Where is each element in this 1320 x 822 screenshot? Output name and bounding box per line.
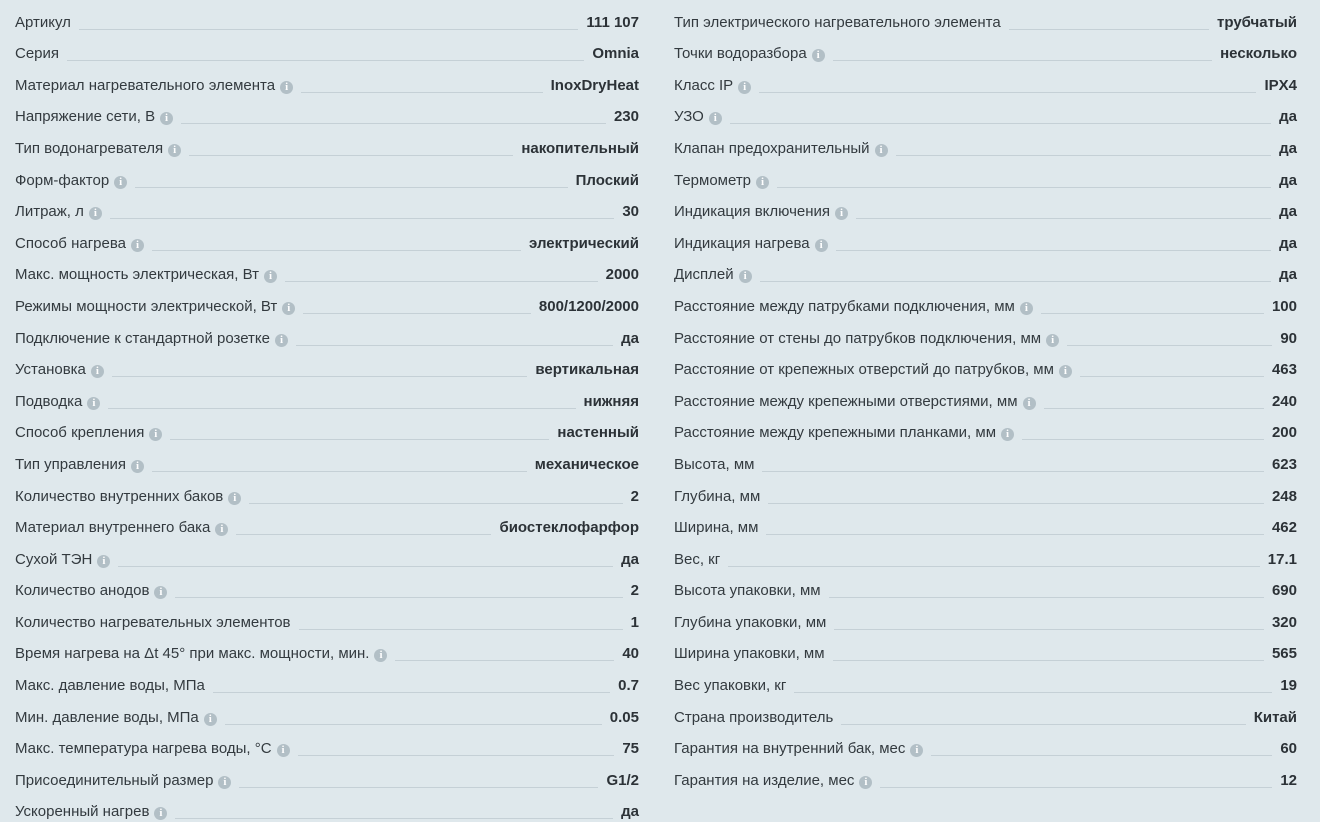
spec-label [674, 676, 790, 696]
spec-label [15, 202, 106, 222]
info-icon[interactable]: i [1023, 397, 1036, 410]
spec-label-text: Вес упаковки, кг [674, 677, 787, 695]
spec-row [674, 412, 1297, 444]
dotted-leader [762, 471, 1263, 472]
info-icon[interactable]: i [812, 49, 825, 62]
info-icon[interactable]: i [910, 744, 923, 757]
spec-row [674, 191, 1297, 223]
spec-row [674, 696, 1297, 728]
spec-row [15, 728, 639, 760]
spec-row [15, 601, 639, 633]
spec-value: 2 [630, 582, 639, 600]
spec-label-text: Подключение к стандартной розетке [15, 329, 270, 347]
spec-label-text: Мин. давление воды, МПа [15, 708, 199, 726]
info-icon[interactable]: i [154, 586, 167, 599]
spec-label-text: Установка [15, 361, 86, 379]
dotted-leader [118, 566, 613, 567]
spec-label-text: Гарантия на внутренний бак, мес [674, 740, 906, 758]
spec-row [674, 254, 1297, 286]
info-icon[interactable]: i [131, 460, 144, 473]
spec-value: да [1279, 203, 1297, 221]
spec-value: 463 [1271, 361, 1297, 379]
dotted-leader [777, 187, 1271, 188]
spec-value: Китай [1253, 708, 1297, 726]
spec-label-text: Подводка [15, 392, 83, 410]
spec-row [15, 570, 639, 602]
dotted-leader [794, 692, 1272, 693]
spec-row [674, 127, 1297, 159]
spec-row [674, 33, 1297, 65]
spec-row [674, 570, 1297, 602]
spec-label [15, 329, 292, 349]
spec-value: 462 [1271, 519, 1297, 537]
dotted-leader [213, 692, 610, 693]
spec-label [15, 76, 297, 96]
spec-value: 0.05 [609, 708, 639, 726]
spec-row [15, 633, 639, 665]
info-icon[interactable]: i [87, 397, 100, 410]
specs-column-left [15, 1, 639, 822]
dotted-leader [67, 60, 584, 61]
spec-label-text: Материал нагревательного элемента [15, 76, 276, 94]
dotted-leader [239, 787, 598, 788]
dotted-leader [170, 439, 549, 440]
dotted-leader [296, 345, 613, 346]
spec-value: 230 [613, 108, 639, 126]
spec-row [674, 285, 1297, 317]
info-icon[interactable]: i [89, 207, 102, 220]
dotted-leader [856, 218, 1271, 219]
dotted-leader [833, 660, 1264, 661]
spec-row [15, 538, 639, 570]
dotted-leader [249, 503, 622, 504]
dotted-leader [1009, 29, 1209, 30]
spec-value: да [1279, 171, 1297, 189]
info-icon[interactable]: i [280, 81, 293, 94]
dotted-leader [730, 123, 1271, 124]
spec-label-text: Класс IP [674, 76, 734, 94]
spec-value: накопительный [521, 139, 639, 157]
spec-label-text: Расстояние от крепежных отверстий до патрубков, мм [674, 361, 1054, 379]
spec-label [15, 265, 281, 285]
info-icon[interactable]: i [282, 302, 295, 315]
spec-label [15, 613, 295, 633]
spec-value: электрический [529, 234, 639, 252]
spec-label-text: Количество нагревательных элементов [15, 613, 291, 631]
spec-row [674, 317, 1297, 349]
spec-label-text: Дисплей [674, 266, 734, 284]
spec-value: 40 [622, 645, 639, 663]
spec-label [15, 581, 171, 601]
spec-row [15, 1, 639, 33]
spec-row [15, 349, 639, 381]
spec-value: 75 [622, 740, 639, 758]
spec-label-text: Высота упаковки, мм [674, 582, 821, 600]
spec-value: да [621, 550, 639, 568]
dotted-leader [834, 629, 1264, 630]
spec-row [674, 507, 1297, 539]
info-icon[interactable]: i [97, 555, 110, 568]
info-icon[interactable]: i [1059, 365, 1072, 378]
spec-row [674, 96, 1297, 128]
spec-row [674, 728, 1297, 760]
dotted-leader [836, 250, 1272, 251]
spec-value: да [1279, 108, 1297, 126]
spec-row [674, 475, 1297, 507]
spec-label-text: Количество анодов [15, 582, 150, 600]
spec-label-text: Гарантия на изделие, мес [674, 771, 855, 789]
dotted-leader [108, 408, 575, 409]
spec-row [15, 664, 639, 696]
spec-label [15, 392, 104, 412]
spec-row [15, 33, 639, 65]
spec-label [674, 708, 837, 728]
spec-row [674, 380, 1297, 412]
dotted-leader [110, 218, 614, 219]
spec-label [15, 107, 177, 127]
spec-label [674, 392, 1040, 412]
spec-label-text: Расстояние между крепежными отверстиями, мм [674, 392, 1018, 410]
info-icon[interactable]: i [264, 270, 277, 283]
spec-row [15, 791, 639, 822]
dotted-leader [299, 629, 623, 630]
spec-value: да [1279, 139, 1297, 157]
spec-label-text: Макс. мощность электрическая, Вт [15, 266, 260, 284]
dotted-leader [236, 534, 491, 535]
spec-row [674, 759, 1297, 791]
info-icon[interactable]: i [228, 492, 241, 505]
spec-value: несколько [1220, 45, 1297, 63]
dotted-leader [759, 92, 1256, 93]
info-icon[interactable]: i [815, 239, 828, 252]
spec-label-text: Точки водоразбора [674, 45, 807, 63]
spec-label [15, 644, 391, 664]
spec-value: 111 107 [586, 13, 639, 31]
spec-label [15, 455, 148, 475]
dotted-leader [829, 597, 1264, 598]
spec-label-text: Термометр [674, 171, 752, 189]
spec-value: 30 [622, 203, 639, 221]
spec-label [674, 202, 852, 222]
spec-label-text: Макс. температура нагрева воды, °С [15, 740, 272, 758]
spec-label [15, 739, 294, 759]
spec-value: 90 [1280, 329, 1297, 347]
spec-value: 200 [1271, 424, 1297, 442]
dotted-leader [768, 503, 1264, 504]
dotted-leader [1041, 313, 1264, 314]
spec-label [674, 739, 927, 759]
info-icon[interactable]: i [756, 176, 769, 189]
dotted-leader [766, 534, 1264, 535]
spec-label [15, 518, 232, 538]
info-icon[interactable]: i [218, 776, 231, 789]
dotted-leader [395, 660, 614, 661]
dotted-leader [303, 313, 531, 314]
spec-label [674, 771, 876, 791]
spec-value: 19 [1280, 677, 1297, 695]
spec-label [674, 550, 724, 570]
spec-value: нижняя [583, 392, 639, 410]
spec-value: Omnia [592, 45, 639, 63]
spec-label [15, 13, 75, 33]
spec-label-text: Ширина, мм [674, 519, 759, 537]
spec-row [674, 222, 1297, 254]
specs-column-right [674, 1, 1297, 791]
spec-label [674, 171, 773, 191]
spec-label-text: Тип электрического нагревательного элемента [674, 13, 1001, 31]
spec-row [15, 412, 639, 444]
dotted-leader [79, 29, 579, 30]
spec-label-text: Клапан предохранительный [674, 139, 870, 157]
dotted-leader [880, 787, 1272, 788]
info-icon[interactable]: i [374, 649, 387, 662]
spec-label [674, 613, 830, 633]
spec-label-text: Глубина упаковки, мм [674, 613, 827, 631]
spec-row [15, 254, 639, 286]
spec-value: вертикальная [535, 361, 639, 379]
dotted-leader [931, 755, 1272, 756]
spec-value: IPX4 [1264, 76, 1297, 94]
spec-label [15, 676, 209, 696]
spec-label-text: Напряжение сети, В [15, 108, 156, 126]
spec-value: 0.7 [618, 677, 639, 695]
spec-value: да [621, 803, 639, 821]
info-icon[interactable]: i [168, 144, 181, 157]
spec-label-text: Количество внутренних баков [15, 487, 224, 505]
spec-label-text: Высота, мм [674, 455, 755, 473]
spec-row [674, 64, 1297, 96]
spec-label [674, 13, 1005, 33]
spec-label-text: Страна производитель [674, 708, 834, 726]
spec-value: да [621, 329, 639, 347]
spec-row [674, 349, 1297, 381]
spec-value: G1/2 [606, 771, 639, 789]
spec-label [674, 139, 892, 159]
spec-label [674, 265, 756, 285]
spec-row [15, 475, 639, 507]
spec-value: настенный [557, 424, 639, 442]
spec-value: да [1279, 234, 1297, 252]
spec-label-text: УЗО [674, 108, 704, 126]
info-icon[interactable]: i [215, 523, 228, 536]
spec-label [674, 455, 758, 475]
spec-row [674, 443, 1297, 475]
info-icon[interactable]: i [739, 270, 752, 283]
info-icon[interactable]: i [204, 713, 217, 726]
spec-label [15, 771, 235, 791]
spec-row [674, 633, 1297, 665]
dotted-leader [728, 566, 1260, 567]
info-icon[interactable]: i [160, 112, 173, 125]
spec-row [15, 317, 639, 349]
spec-label-text: Сухой ТЭН [15, 550, 93, 568]
spec-label-text: Макс. давление воды, МПа [15, 677, 205, 695]
dotted-leader [112, 376, 527, 377]
spec-label [674, 644, 829, 664]
spec-value: механическое [534, 455, 639, 473]
spec-row [15, 96, 639, 128]
spec-label-text: Способ крепления [15, 424, 145, 442]
spec-label [15, 234, 148, 254]
info-icon[interactable]: i [154, 807, 167, 820]
dotted-leader [760, 281, 1271, 282]
spec-label-text: Режимы мощности электрической, Вт [15, 297, 278, 315]
spec-row [15, 443, 639, 475]
spec-value: да [1279, 266, 1297, 284]
info-icon[interactable]: i [1046, 334, 1059, 347]
dotted-leader [1067, 345, 1272, 346]
spec-value: 17.1 [1267, 550, 1297, 568]
spec-label-text: Вес, кг [674, 550, 721, 568]
spec-label [674, 76, 755, 96]
spec-label [674, 107, 726, 127]
spec-row [15, 759, 639, 791]
spec-row [15, 285, 639, 317]
spec-value: трубчатый [1217, 13, 1297, 31]
spec-value: 2000 [605, 266, 639, 284]
dotted-leader [833, 60, 1212, 61]
dotted-leader [285, 281, 598, 282]
spec-label [15, 423, 166, 443]
dotted-leader [1044, 408, 1264, 409]
spec-value: биостеклофарфор [499, 519, 639, 537]
info-icon[interactable]: i [835, 207, 848, 220]
spec-value: 100 [1271, 297, 1297, 315]
spec-row [15, 191, 639, 223]
spec-label [15, 487, 245, 507]
spec-row [15, 127, 639, 159]
spec-value: 690 [1271, 582, 1297, 600]
spec-label-text: Тип водонагревателя [15, 139, 164, 157]
spec-value: 800/1200/2000 [538, 297, 639, 315]
spec-row [15, 380, 639, 412]
spec-label-text: Литраж, л [15, 203, 84, 221]
dotted-leader [1022, 439, 1264, 440]
spec-label [674, 297, 1037, 317]
spec-label-text: Материал внутреннего бака [15, 519, 211, 537]
spec-row [674, 664, 1297, 696]
spec-label [674, 329, 1063, 349]
info-icon[interactable]: i [114, 176, 127, 189]
spec-row [674, 538, 1297, 570]
spec-label [674, 487, 764, 507]
spec-label-text: Способ нагрева [15, 234, 126, 252]
spec-label-text: Тип управления [15, 455, 126, 473]
spec-label [15, 44, 63, 64]
info-icon[interactable]: i [875, 144, 888, 157]
spec-value: 2 [630, 487, 639, 505]
info-icon[interactable]: i [275, 334, 288, 347]
dotted-leader [181, 123, 606, 124]
spec-value: Плоский [575, 171, 639, 189]
spec-label-text: Индикация включения [674, 203, 831, 221]
spec-label-text: Расстояние между крепежными планками, мм [674, 424, 997, 442]
spec-label-text: Время нагрева на Δt 45° при макс. мощности, мин. [15, 645, 370, 663]
spec-label-text: Артикул [15, 13, 71, 31]
spec-label-text: Индикация нагрева [674, 234, 810, 252]
spec-label [15, 139, 185, 159]
spec-label [15, 708, 221, 728]
info-icon[interactable]: i [131, 239, 144, 252]
spec-label-text: Присоединительный размер [15, 771, 214, 789]
spec-label [674, 44, 829, 64]
spec-value: 248 [1271, 487, 1297, 505]
dotted-leader [175, 597, 622, 598]
info-icon[interactable]: i [91, 365, 104, 378]
info-icon[interactable]: i [149, 428, 162, 441]
spec-label [674, 581, 825, 601]
dotted-leader [135, 187, 567, 188]
spec-label [15, 550, 114, 570]
spec-label [15, 802, 171, 822]
dotted-leader [189, 155, 513, 156]
spec-label [674, 423, 1018, 443]
spec-label [674, 234, 832, 254]
spec-row [15, 222, 639, 254]
spec-label [15, 171, 131, 191]
spec-row [15, 159, 639, 191]
info-icon[interactable]: i [709, 112, 722, 125]
spec-label-text: Расстояние от стены до патрубков подключения, мм [674, 329, 1042, 347]
spec-label [15, 297, 299, 317]
spec-value: 60 [1280, 740, 1297, 758]
spec-value: InoxDryHeat [550, 76, 639, 94]
dotted-leader [175, 818, 613, 819]
spec-row [674, 159, 1297, 191]
spec-value: 320 [1271, 613, 1297, 631]
dotted-leader [1080, 376, 1264, 377]
spec-label [674, 360, 1076, 380]
spec-label-text: Ускоренный нагрев [15, 803, 150, 821]
spec-label [15, 360, 108, 380]
dotted-leader [225, 724, 602, 725]
spec-row [674, 1, 1297, 33]
spec-label [674, 518, 762, 538]
spec-row [674, 601, 1297, 633]
info-icon[interactable]: i [859, 776, 872, 789]
spec-value: 12 [1280, 771, 1297, 789]
spec-value: 565 [1271, 645, 1297, 663]
spec-value: 623 [1271, 455, 1297, 473]
spec-label-text: Расстояние между патрубками подключения, мм [674, 297, 1015, 315]
dotted-leader [298, 755, 615, 756]
spec-label-text: Глубина, мм [674, 487, 761, 505]
spec-row [15, 507, 639, 539]
spec-row [15, 696, 639, 728]
dotted-leader [152, 471, 527, 472]
info-icon[interactable]: i [1020, 302, 1033, 315]
dotted-leader [301, 92, 543, 93]
info-icon[interactable]: i [1001, 428, 1014, 441]
spec-label-text: Серия [15, 45, 60, 63]
dotted-leader [896, 155, 1272, 156]
spec-label-text: Форм-фактор [15, 171, 110, 189]
info-icon[interactable]: i [277, 744, 290, 757]
spec-value: 1 [630, 613, 639, 631]
spec-value: 240 [1271, 392, 1297, 410]
spec-row [15, 64, 639, 96]
dotted-leader [841, 724, 1245, 725]
dotted-leader [152, 250, 521, 251]
spec-label-text: Ширина упаковки, мм [674, 645, 825, 663]
info-icon[interactable]: i [738, 81, 751, 94]
